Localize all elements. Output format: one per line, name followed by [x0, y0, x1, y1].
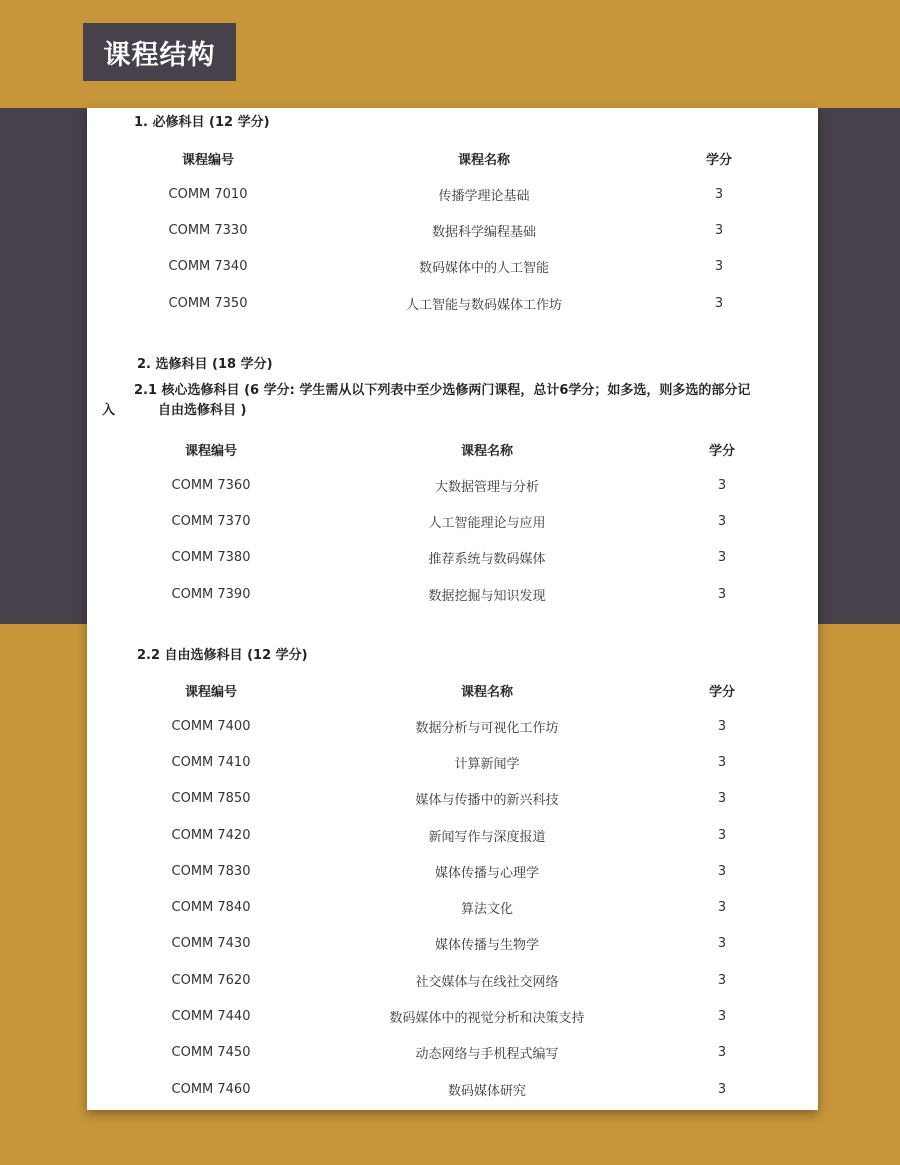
course-name-cell: 传播学理论基础: [438, 188, 530, 204]
course-name-cell: 人工智能与数码媒体工作坊: [405, 297, 562, 313]
course-code-cell: COMM 7840: [171, 900, 251, 916]
table-row: [107, 285, 779, 321]
course-code-cell: COMM 7340: [168, 259, 248, 275]
course-name-cell: 社交媒体与在线社交网络: [415, 974, 559, 990]
course-code-cell: COMM 7620: [171, 972, 251, 988]
course-code-cell: COMM 7380: [171, 550, 251, 566]
course-name-cell: 计算新闻学: [454, 756, 520, 772]
credits-cell: 3: [717, 863, 727, 879]
table-row: [110, 889, 782, 925]
course-name-cell: 数码媒体研究: [447, 1083, 526, 1099]
section1-title: 1. 必修科目 (12 学分): [134, 115, 270, 130]
course-code-cell: COMM 7390: [171, 586, 251, 602]
credits-cell: 3: [717, 586, 727, 602]
credits-cell: 3: [717, 513, 727, 529]
course-name-cell: 算法文化: [460, 902, 513, 918]
course-name-cell: 媒体传播与心理学: [434, 865, 539, 881]
header-course-code: 课程编号: [181, 152, 234, 168]
course-name-cell: 新闻写作与深度报道: [428, 829, 546, 845]
header-course-name: 课程名称: [460, 443, 513, 459]
section2-1-title-prefix: 入: [102, 403, 116, 418]
table-row: [107, 212, 779, 248]
section2-1-title-line2: 自由选修科目 ): [158, 403, 247, 418]
credits-cell: 3: [714, 259, 724, 275]
table-row: [110, 998, 782, 1034]
table-header-row: [110, 431, 782, 467]
course-code-cell: COMM 7420: [171, 827, 251, 843]
credits-cell: 3: [717, 936, 727, 952]
credits-cell: 3: [714, 222, 724, 238]
credits-cell: 3: [717, 754, 727, 770]
header-course-name: 课程名称: [460, 684, 513, 700]
course-name-cell: 数码媒体中的人工智能: [418, 261, 549, 277]
header-credits: 学分: [705, 152, 732, 168]
core-elective-table: [110, 431, 782, 612]
course-name-cell: 数码媒体中的视觉分析和决策支持: [389, 1011, 585, 1027]
table-row: [110, 540, 782, 576]
header-course-code: 课程编号: [184, 684, 237, 700]
table-row: [110, 853, 782, 889]
course-name-cell: 媒体传播与生物学: [434, 938, 539, 954]
course-structure-document: [87, 108, 818, 1110]
course-name-cell: 人工智能理论与应用: [428, 515, 546, 531]
free-elective-table: [110, 672, 782, 1107]
table-row: [110, 467, 782, 503]
course-name-cell: 大数据管理与分析: [434, 479, 539, 495]
page-title: 课程结构: [83, 23, 236, 81]
course-code-cell: COMM 7010: [168, 186, 248, 202]
course-code-cell: COMM 7350: [168, 295, 248, 311]
header-course-name: 课程名称: [457, 152, 510, 168]
table-row: [110, 781, 782, 817]
credits-cell: 3: [717, 1045, 727, 1061]
section2-title: 2. 选修科目 (18 学分): [137, 357, 273, 372]
table-header-row: [110, 672, 782, 708]
table-header-row: [107, 140, 779, 176]
table-row: [110, 576, 782, 612]
credits-cell: 3: [717, 791, 727, 807]
course-code-cell: COMM 7410: [171, 754, 251, 770]
course-code-cell: COMM 7370: [171, 513, 251, 529]
course-code-cell: COMM 7330: [168, 222, 248, 238]
course-code-cell: COMM 7450: [171, 1045, 251, 1061]
table-row: [110, 1035, 782, 1071]
course-code-cell: COMM 7850: [171, 791, 251, 807]
course-name-cell: 数据分析与可视化工作坊: [415, 720, 559, 736]
header-credits: 学分: [708, 443, 735, 459]
credits-cell: 3: [717, 550, 727, 566]
section2-1-title-line1: 2.1 核心选修科目 (6 学分: 学生需从以下列表中至少选修两门课程，总计6学分；如多选，则多选的部分记: [134, 383, 751, 398]
course-name-cell: 推荐系统与数码媒体: [428, 552, 546, 568]
credits-cell: 3: [717, 477, 727, 493]
credits-cell: 3: [717, 718, 727, 734]
table-row: [110, 1071, 782, 1107]
section2-2-title: 2.2 自由选修科目 (12 学分): [137, 648, 308, 663]
required-courses-table: [107, 140, 779, 321]
table-row: [110, 817, 782, 853]
table-row: [110, 708, 782, 744]
table-row: [110, 744, 782, 780]
credits-cell: 3: [717, 972, 727, 988]
course-code-cell: COMM 7430: [171, 936, 251, 952]
credits-cell: 3: [717, 1009, 727, 1025]
course-name-cell: 媒体与传播中的新兴科技: [415, 793, 559, 809]
course-code-cell: COMM 7400: [171, 718, 251, 734]
credits-cell: 3: [714, 186, 724, 202]
section2-1-title: [102, 381, 814, 421]
credits-cell: 3: [717, 827, 727, 843]
course-code-cell: COMM 7440: [171, 1009, 251, 1025]
header-course-code: 课程编号: [184, 443, 237, 459]
table-row: [107, 249, 779, 285]
table-row: [110, 962, 782, 998]
course-name-cell: 数据挖掘与知识发现: [428, 588, 546, 604]
table-row: [110, 926, 782, 962]
course-code-cell: COMM 7360: [171, 477, 251, 493]
table-row: [107, 176, 779, 212]
credits-cell: 3: [714, 295, 724, 311]
course-name-cell: 动态网络与手机程式编写: [415, 1047, 559, 1063]
credits-cell: 3: [717, 1081, 727, 1097]
credits-cell: 3: [717, 900, 727, 916]
course-name-cell: 数据科学编程基础: [431, 224, 536, 240]
course-code-cell: COMM 7460: [171, 1081, 251, 1097]
course-code-cell: COMM 7830: [171, 863, 251, 879]
header-credits: 学分: [708, 684, 735, 700]
table-row: [110, 503, 782, 539]
